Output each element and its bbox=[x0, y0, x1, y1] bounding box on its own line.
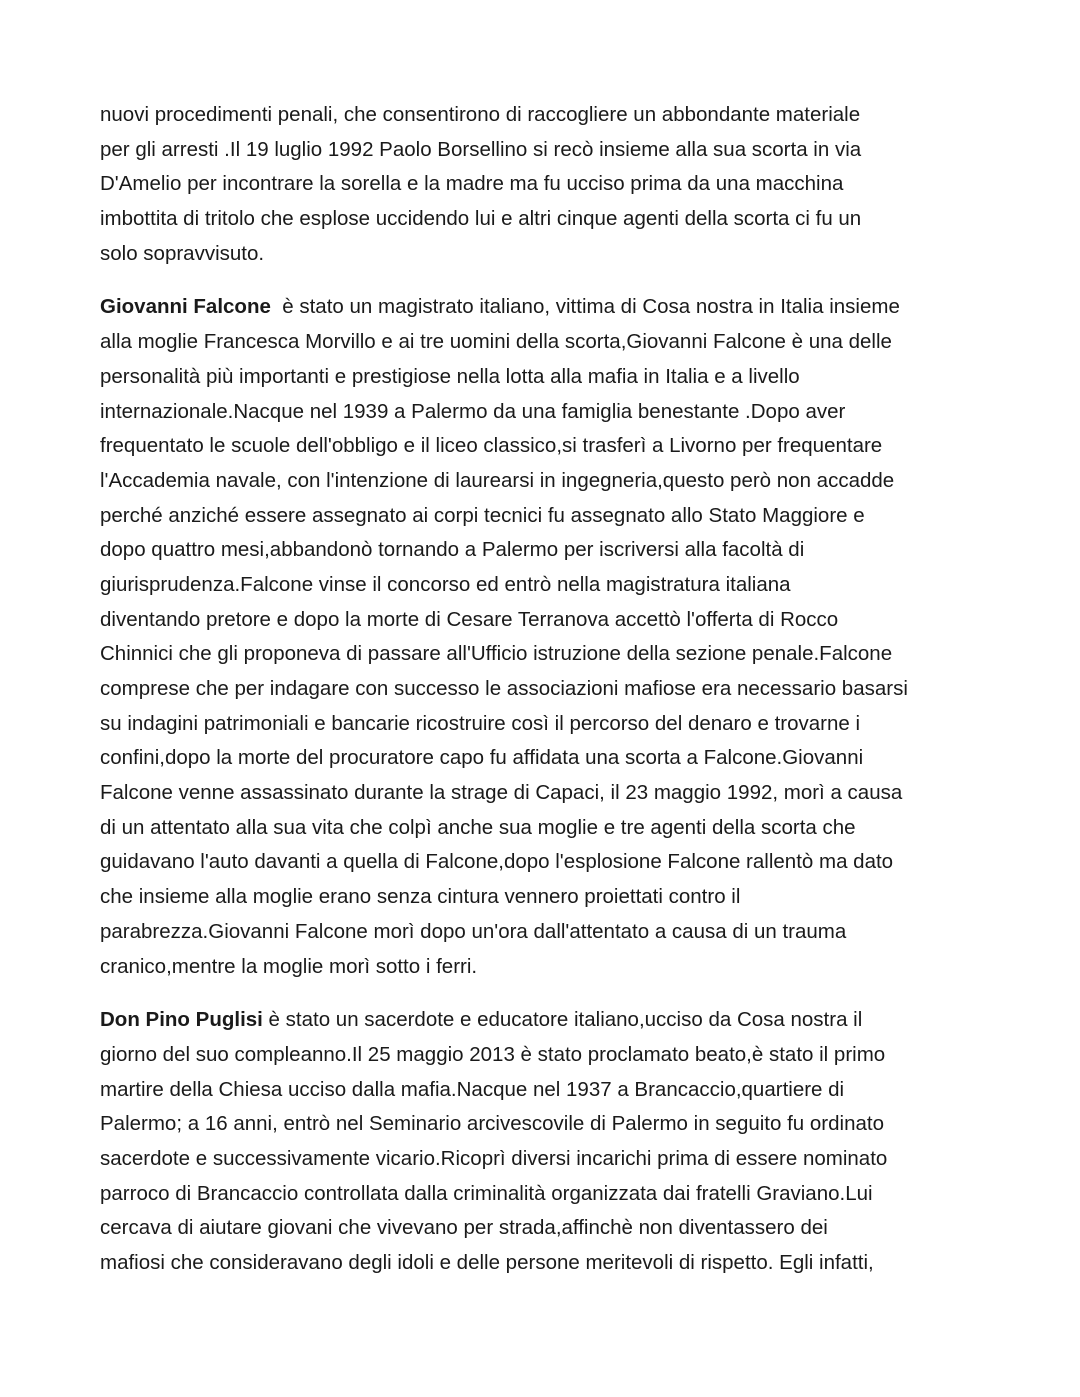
text-line: internazionale.Nacque nel 1939 a Palermo da una famiglia benestante .Dopo aver bbox=[100, 399, 846, 423]
text-line: personalità più importanti e prestigiose nella lotta alla mafia in Italia e a livello bbox=[100, 364, 800, 388]
text-line: diventando pretore e dopo la morte di Cesare Terranova accettò l'offerta di Rocco bbox=[100, 607, 839, 631]
person-name-puglisi: Don Pino Puglisi bbox=[100, 1008, 263, 1032]
text-line: giurisprudenza.Falcone vinse il concorso ed entrò nella magistratura italiana bbox=[100, 572, 791, 596]
text-line: cercava di aiutare giovani che vivevano per strada,affinchè non diventassero dei bbox=[100, 1216, 828, 1240]
text-line: imbottita di tritolo che esplose uccidendo lui e altri cinque agenti della scorta ci fu un bbox=[100, 207, 862, 231]
text-line-continuation: è stato un sacerdote e educatore italiano,ucciso da Cosa nostra il bbox=[262, 1008, 863, 1032]
text-line: di un attentato alla sua vita che colpì anche sua moglie e tre agenti della scorta che bbox=[100, 815, 856, 839]
text-line: Palermo; a 16 anni, entrò nel Seminario arcivescovile di Palermo in seguito fu ordinato bbox=[100, 1112, 884, 1136]
text-line: frequentato le scuole dell'obbligo e il liceo classico,si trasferì a Livorno per frequentare bbox=[100, 434, 883, 458]
text-line: perché anziché essere assegnato ai corpi tecnici fu assegnato allo Stato Maggiore e bbox=[100, 503, 865, 527]
text-line: parabrezza.Giovanni Falcone morì dopo un'ora dall'attentato a causa di un trauma bbox=[100, 919, 847, 943]
text-line: sacerdote e successivamente vicario.Ricoprì diversi incarichi prima di essere nominato bbox=[100, 1146, 888, 1170]
text-line: dopo quattro mesi,abbandonò tornando a Palermo per iscriversi alla facoltà di bbox=[100, 538, 805, 562]
text-line: Falcone venne assassinato durante la strage di Capaci, il 23 maggio 1992, morì a causa bbox=[100, 781, 903, 805]
text-line: alla moglie Francesca Morvillo e ai tre uomini della scorta,Giovanni Falcone è una delle bbox=[100, 330, 892, 354]
text-line: mafiosi che consideravano degli idoli e delle persone meritevoli di rispetto. Egli infatti, bbox=[100, 1251, 874, 1274]
text-line: Chinnici che gli proponeva di passare all'Ufficio istruzione della sezione penale.Falcone bbox=[100, 642, 893, 666]
document-page bbox=[100, 98, 980, 1300]
text-line bbox=[100, 290, 980, 325]
text-line: martire della Chiesa ucciso dalla mafia.Nacque nel 1937 a Brancaccio,quartiere di bbox=[100, 1077, 845, 1101]
text-line: comprese che per indagare con successo le associazioni mafiose era necessario basarsi bbox=[100, 677, 908, 700]
text-line: confini,dopo la morte del procuratore capo fu affidata una scorta a Falcone.Giovanni bbox=[100, 746, 864, 770]
paragraph-falcone bbox=[100, 290, 980, 984]
text-line: cranico,mentre la moglie morì sotto i ferri. bbox=[100, 954, 478, 978]
text-line: giorno del suo compleanno.Il 25 maggio 2013 è stato proclamato beato,è stato il primo bbox=[100, 1042, 886, 1066]
text-line: solo sopravvisuto. bbox=[100, 241, 265, 265]
text-line bbox=[100, 1003, 980, 1038]
text-line: l'Accademia navale, con l'intenzione di laurearsi in ingegneria,questo però non accadde bbox=[100, 468, 895, 492]
text-line: nuovi procedimenti penali, che consentirono di raccogliere un abbondante materiale bbox=[100, 103, 861, 126]
text-line: parroco di Brancaccio controllata dalla criminalità organizzata dai fratelli Graviano.Lui bbox=[100, 1181, 873, 1205]
text-line: che insieme alla moglie erano senza cintura vennero proiettati contro il bbox=[100, 885, 741, 909]
paragraph-borsellino bbox=[100, 98, 980, 271]
text-line-continuation: è stato un magistrato italiano, vittima di Cosa nostra in Italia insieme bbox=[270, 295, 900, 319]
paragraph-puglisi bbox=[100, 1003, 980, 1281]
text-line: su indagini patrimoniali e bancarie ricostruire così il percorso del denaro e trovarne i bbox=[100, 711, 861, 735]
text-line: per gli arresti .Il 19 luglio 1992 Paolo Borsellino si recò insieme alla sua scorta in via bbox=[100, 137, 862, 161]
person-name-falcone: Giovanni Falcone bbox=[100, 295, 271, 319]
text-line: D'Amelio per incontrare la sorella e la madre ma fu ucciso prima da una macchina bbox=[100, 172, 844, 196]
text-line: guidavano l'auto davanti a quella di Falcone,dopo l'esplosione Falcone rallentò ma dato bbox=[100, 850, 894, 874]
